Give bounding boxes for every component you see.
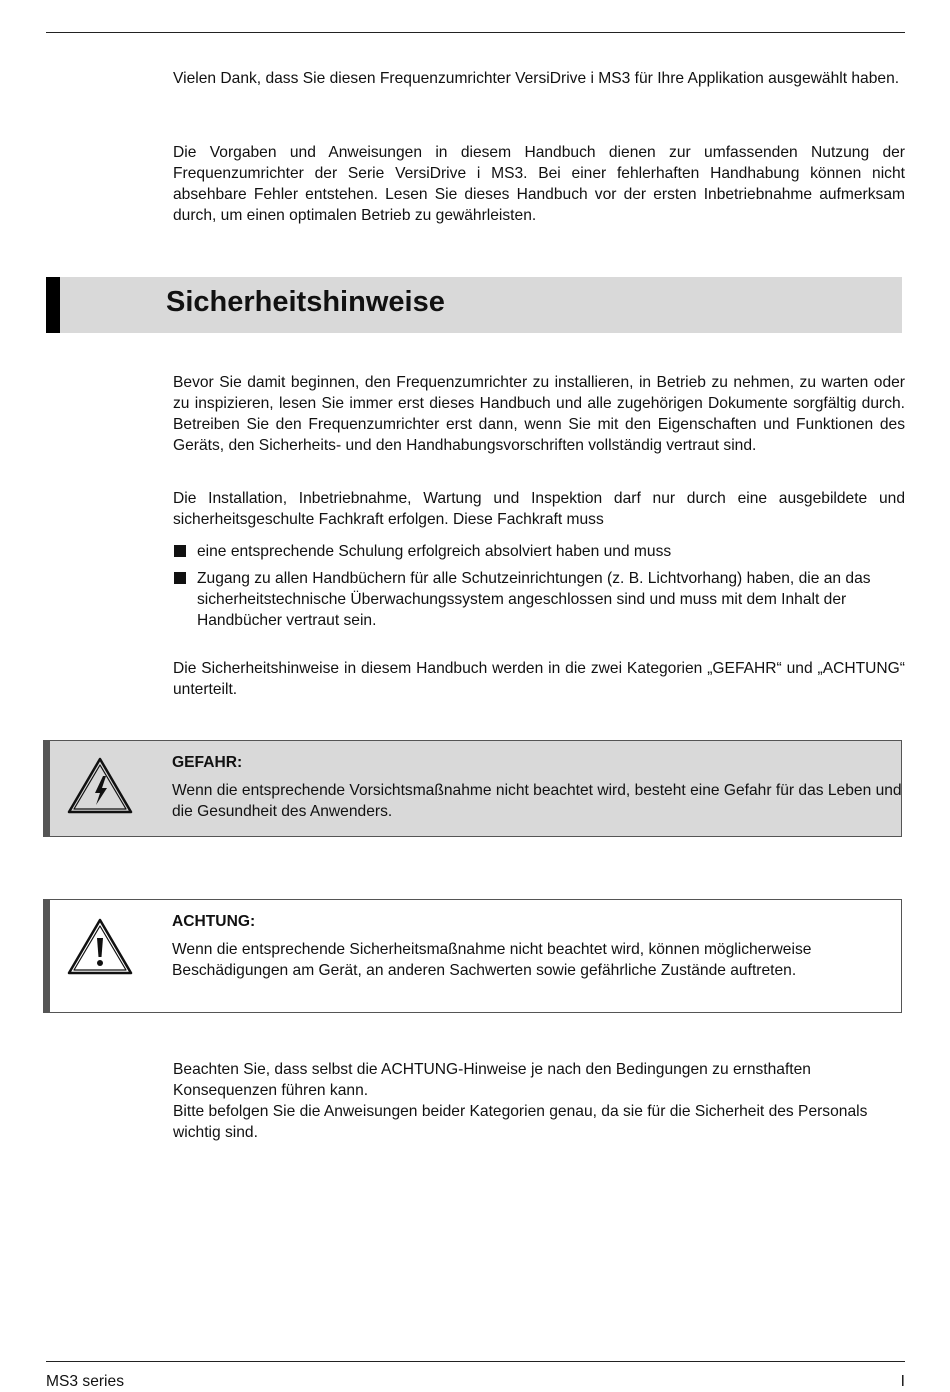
list-item bbox=[173, 541, 905, 562]
danger-label: GEFAHR: bbox=[172, 754, 243, 771]
caution-notice bbox=[43, 899, 902, 1013]
footer-rule bbox=[46, 1361, 905, 1362]
section-heading-bar bbox=[46, 277, 60, 333]
danger-notice bbox=[43, 740, 902, 837]
closing-paragraph-consequences: Beachten Sie, dass selbst die ACHTUNG-Hinweise je nach den Bedingungen zu ernsthaften Konsequenzen führen kann. bbox=[173, 1061, 811, 1099]
closing-paragraph-follow-instructions: Bitte befolgen Sie die Anweisungen beider Kategorien genau, da sie für die Sicherheit des Personals wichtig sind. bbox=[173, 1103, 868, 1141]
safety-paragraph-qualified-staff: Die Installation, Inbetriebnahme, Wartung und Inspektion darf nur durch eine ausgebildete und sicherheitsgeschulte Fachkraft erfolgen. Diese Fachkraft muss bbox=[173, 490, 905, 528]
square-bullet-icon bbox=[174, 545, 186, 557]
page-number: I bbox=[900, 1373, 905, 1390]
high-voltage-warning-icon bbox=[66, 756, 134, 816]
list-item-text: Zugang zu allen Handbüchern für alle Schutzeinrichtungen (z. B. Lichtvorhang) haben, die an das sicherheitstechnische Überwachungssystem angeschlossen sind und muss mit dem Inhalt der Handbücher vertraut sein. bbox=[197, 570, 871, 629]
footer-series: MS3 series bbox=[46, 1373, 124, 1390]
square-bullet-icon bbox=[174, 572, 186, 584]
safety-paragraph-categories: Die Sicherheitshinweise in diesem Handbuch werden in die zwei Kategorien „GEFAHR“ und „ACHTUNG“ unterteilt. bbox=[173, 660, 905, 698]
header-rule bbox=[46, 32, 905, 33]
caution-label: ACHTUNG: bbox=[172, 913, 256, 930]
section-heading bbox=[46, 277, 902, 333]
intro-paragraph-thanks: Vielen Dank, dass Sie diesen Frequenzumrichter VersiDrive i MS3 für Ihre Applikation ausgewählt haben. bbox=[173, 70, 900, 87]
qualification-list bbox=[173, 541, 905, 631]
safety-paragraph-read-manual: Bevor Sie damit beginnen, den Frequenzumrichter zu installieren, in Betrieb zu nehmen, zu warten oder zu inspizieren, lesen Sie immer erst dieses Handbuch und alle zugehörigen Dokumente sorgfältig durch. Betreiben Sie den Frequenzumrichter erst dann, wenn Sie mit den Eigenschaften und Funktionen des Geräts, den Sicherheits- und den Handhabungsvorschriften vollständig vertraut sind. bbox=[173, 374, 905, 454]
list-item-text: eine entsprechende Schulung erfolgreich absolviert haben und muss bbox=[197, 543, 672, 560]
caution-text: Wenn die entsprechende Sicherheitsmaßnahme nicht beachtet wird, können möglicherweise Beschädigungen am Gerät, an anderen Sachwerten sowie gefährliche Zustände auftreten. bbox=[172, 941, 812, 979]
section-title: Sicherheitshinweise bbox=[166, 286, 445, 318]
danger-text: Wenn die entsprechende Vorsichtsmaßnahme nicht beachtet wird, besteht eine Gefahr für das Leben und die Gesundheit des Anwenders. bbox=[172, 782, 902, 820]
intro-paragraph-instructions: Die Vorgaben und Anweisungen in diesem Handbuch dienen zur umfassenden Nutzung der Frequenzumrichter der Serie VersiDrive i MS3. Bei einer fehlerhaften Handhabung können nicht absehbare Fehler entstehen. Lesen Sie dieses Handbuch vor der ersten Inbetriebnahme aufmerksam durch, um einen optimalen Betrieb zu gewährleisten. bbox=[173, 144, 905, 224]
list-item bbox=[173, 568, 905, 631]
exclamation-warning-icon bbox=[66, 917, 134, 977]
